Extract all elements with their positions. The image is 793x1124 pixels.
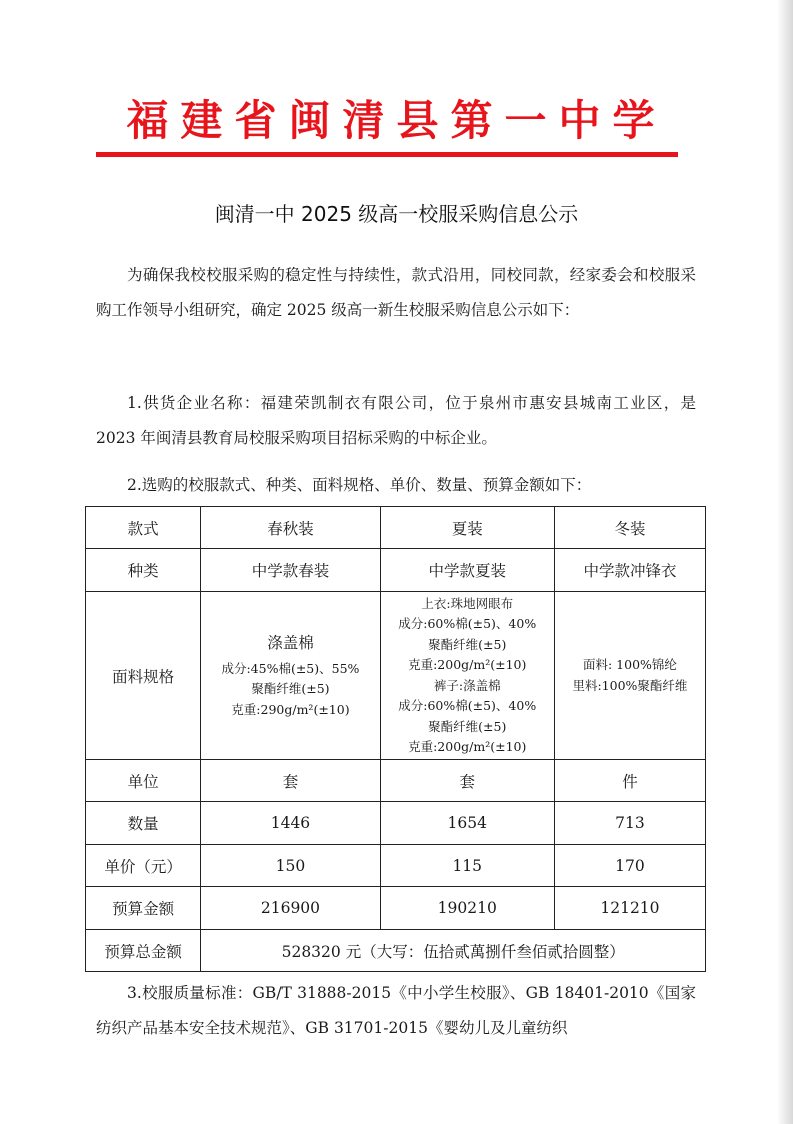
cell-type-winter: 中学款冲锋衣: [554, 549, 705, 592]
cell-qty-winter: 713: [554, 802, 705, 845]
item-1-supplier: 1.供货企业名称：福建荣凯制衣有限公司，位于泉州市惠安县城南工业区，是 2023 年闽清县教育局校服采购项目招标采购的中标企业。: [96, 394, 696, 447]
cell-type-spring: 中学款春装: [201, 549, 380, 592]
table-row-fabric: [86, 592, 706, 760]
fabric-summer-line6: 成分:60%棉(±5)、40%: [398, 698, 537, 713]
row-label-quantity: 数量: [86, 802, 201, 845]
row-label-fabric: 面料规格: [86, 592, 201, 760]
table-row-quantity: [86, 802, 706, 845]
fabric-spring-line3: 克重:290g/m²(±10): [231, 701, 350, 717]
cell-style-winter: 冬装: [554, 507, 705, 549]
cell-fabric-winter: [554, 592, 705, 760]
fabric-summer-line3: 聚酯纤维(±5): [428, 636, 507, 652]
letterhead-rule: [96, 152, 678, 157]
row-label-type: 种类: [86, 549, 201, 592]
table-row-unit: [86, 760, 706, 802]
cell-style-spring: 春秋装: [201, 507, 380, 549]
fabric-summer-line8: 克重:200g/m²(±10): [408, 739, 527, 754]
page-edge-shadow: [777, 0, 793, 1124]
row-label-total: 预算总金额: [86, 930, 201, 972]
item-3-standards: 3.校服质量标准：GB/T 31888-2015《中小学生校服》、GB 18401-2010《国家纺织产品基本安全技术规范》、GB 31701-2015《婴幼儿及儿童纺织: [96, 984, 696, 1037]
fabric-spring-line1: 成分:45%棉(±5)、55%: [221, 660, 360, 676]
cell-fabric-spring: [201, 592, 380, 760]
school-letterhead: 福建省闽清县第一中学: [126, 96, 667, 145]
table-row-style: [86, 507, 706, 549]
item-2-heading: 2.选购的校服款式、种类、面料规格、单价、数量、预算金额如下：: [127, 476, 592, 494]
cell-qty-spring: 1446: [201, 802, 380, 845]
fabric-summer-line2: 成分:60%棉(±5)、40%: [398, 616, 537, 631]
table-row-total: [86, 930, 706, 972]
cell-price-winter: 170: [554, 845, 705, 887]
fabric-spring-line2: 聚酯纤维(±5): [251, 681, 330, 697]
cell-fabric-summer: [380, 592, 554, 760]
cell-price-spring: 150: [201, 845, 380, 887]
document-title: 闽清一中 2025 级高一校服采购信息公示: [214, 202, 579, 226]
cell-total-value: 528320 元（大写：伍拾贰萬捌仟叁佰贰拾圆整）: [201, 930, 706, 972]
row-label-price: 单价（元）: [86, 845, 201, 887]
cell-qty-summer: 1654: [380, 802, 554, 845]
fabric-summer-line1: 上衣:珠地网眼布: [421, 595, 514, 611]
row-label-unit: 单位: [86, 760, 201, 802]
cell-unit-summer: 套: [380, 760, 554, 802]
fabric-summer-line7: 聚酯纤维(±5): [428, 718, 507, 734]
table-row-price: [86, 845, 706, 887]
cell-unit-spring: 套: [201, 760, 380, 802]
row-label-style: 款式: [86, 507, 201, 549]
cell-budget-summer: 190210: [380, 887, 554, 930]
fabric-spring-name: 涤盖棉: [267, 633, 314, 652]
table-row-type: [86, 549, 706, 592]
cell-unit-winter: 件: [554, 760, 705, 802]
uniform-spec-table: [85, 506, 706, 972]
table-row-budget: [86, 887, 706, 930]
row-label-budget: 预算金额: [86, 887, 201, 930]
fabric-winter-line1: 面料: 100%锦纶: [582, 657, 677, 672]
fabric-winter-line2: 里料:100%聚酯纤维: [572, 677, 688, 693]
fabric-summer-line5: 裤子:涤盖棉: [433, 677, 501, 693]
intro-paragraph: 为确保我校校服采购的稳定性与持续性，款式沿用，同校同款，经家委会和校服采购工作领导小组研究，确定 2025 级高一新生校服采购信息公示如下：: [96, 266, 696, 319]
cell-type-summer: 中学款夏装: [380, 549, 554, 592]
cell-price-summer: 115: [380, 845, 554, 887]
fabric-summer-line4: 克重:200g/m²(±10): [408, 657, 527, 672]
cell-budget-winter: 121210: [554, 887, 705, 930]
cell-budget-spring: 216900: [201, 887, 380, 930]
cell-style-summer: 夏装: [380, 507, 554, 549]
